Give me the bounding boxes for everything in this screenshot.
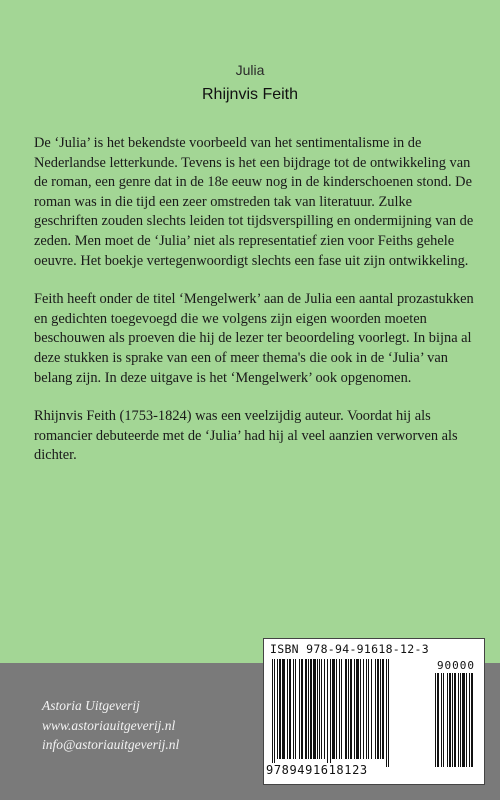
publisher-info bbox=[42, 696, 179, 755]
isbn-barcode bbox=[263, 638, 485, 785]
ean-number: 9789491618123 bbox=[266, 763, 368, 777]
barcode-bar bbox=[452, 673, 453, 767]
barcode-bar bbox=[441, 673, 442, 767]
barcode-bar bbox=[299, 659, 300, 759]
barcode-bar bbox=[282, 659, 285, 759]
barcode-bar bbox=[363, 659, 364, 759]
barcode-bar bbox=[350, 659, 352, 759]
barcode-bar bbox=[466, 673, 467, 767]
barcode-bar bbox=[454, 673, 456, 767]
barcode-bar bbox=[386, 659, 387, 767]
barcode-bar bbox=[356, 659, 359, 759]
ean-barcode-bars bbox=[272, 659, 428, 767]
barcode-bar bbox=[313, 659, 316, 759]
barcode-bar bbox=[301, 659, 303, 759]
barcode-bar bbox=[341, 659, 342, 759]
barcode-bar bbox=[305, 659, 307, 759]
barcode-bar bbox=[287, 659, 288, 759]
barcode-bar bbox=[319, 659, 320, 759]
barcode-bar bbox=[469, 673, 470, 767]
barcode-bar bbox=[447, 673, 448, 767]
barcode-bar bbox=[274, 659, 275, 767]
barcode-bar bbox=[277, 659, 278, 759]
barcode-bar bbox=[371, 659, 372, 759]
barcode-bar bbox=[324, 659, 325, 759]
barcode-bar bbox=[348, 659, 349, 759]
isbn-label: ISBN 978-94-91618-12-3 bbox=[270, 642, 429, 656]
barcode-bar bbox=[336, 659, 337, 759]
barcode-bar bbox=[310, 659, 312, 759]
barcode-bar bbox=[317, 659, 318, 759]
barcode-bar bbox=[471, 673, 473, 767]
barcode-bar bbox=[272, 659, 273, 767]
blurb-text bbox=[34, 134, 474, 485]
barcode-bar bbox=[443, 673, 444, 767]
addon-number: 90000 bbox=[436, 659, 476, 672]
barcode-bar bbox=[449, 673, 451, 767]
barcode-bar bbox=[293, 659, 294, 759]
blurb-paragraph: De ‘Julia’ is het bekendste voorbeeld van het sentimentalisme in de Nederlandse letterkunde. Tevens is het een bijdrage tot de ontwikkeling van de roman, een genre dat in de 18e eeuw nog in de kinderschoenen stond. De roman was in die tijd een zeer omstreden tak van literatuur. Zulke geschriften zouden slechts leiden tot tijdsverspilling en ondermijning van de zeden. Men moet de ‘Julia’ niet als representatief zien voor Feiths gehele oeuvre. Het boekje vertegenwoordigt slechts een fase uit zijn ontwikkeling. bbox=[34, 135, 474, 269]
barcode-bar bbox=[295, 659, 296, 759]
barcode-bar bbox=[437, 673, 439, 767]
book-author: Rhijnvis Feith bbox=[201, 86, 299, 103]
barcode-bar bbox=[308, 659, 309, 759]
barcode-bar bbox=[330, 659, 331, 767]
barcode-bar bbox=[345, 659, 347, 759]
blurb-paragraph: Feith heeft onder de titel ‘Mengelwerk’ aan de Julia een aantal prozastukken en gedichten toegevoegd die we volgens zijn eigen woorden moeten beschouwen als proeven die hij de lezer ter beoordeling voorlegt. In bijna al deze stukken is sprake van een of meer thema's die ook in de ‘Julia’ van belang zijn. In deze uitgave is het ‘Mengelwerk’ ook opgenomen. bbox=[34, 291, 474, 386]
book-title: Julia bbox=[235, 62, 265, 78]
barcode-bar bbox=[339, 659, 340, 759]
barcode-bar bbox=[360, 659, 361, 759]
barcode-bar bbox=[366, 659, 367, 759]
addon-barcode-bars bbox=[435, 673, 479, 767]
barcode-bar bbox=[375, 659, 376, 759]
barcode-bar bbox=[462, 673, 465, 767]
barcode-bar bbox=[332, 659, 335, 759]
barcode-bar bbox=[321, 659, 322, 759]
blurb-paragraph: Rhijnvis Feith (1753-1824) was een veelzijdig auteur. Voordat hij als romancier debuteerde met de ‘Julia’ had hij al veel aanzien verworven als dichter. bbox=[34, 408, 458, 464]
publisher-website: www.astoriauitgeverij.nl bbox=[42, 717, 176, 733]
barcode-bar bbox=[380, 659, 381, 759]
publisher-email: info@astoriauitgeverij.nl bbox=[42, 737, 180, 752]
barcode-bar bbox=[327, 659, 328, 767]
barcode-bar bbox=[279, 659, 281, 759]
barcode-bar bbox=[368, 659, 369, 759]
barcode-bar bbox=[435, 673, 436, 767]
barcode-bar bbox=[460, 673, 461, 767]
barcode-bar bbox=[458, 673, 459, 767]
barcode-bar bbox=[382, 659, 384, 759]
barcode-bar bbox=[354, 659, 355, 759]
barcode-bar bbox=[388, 659, 389, 767]
barcode-bar bbox=[289, 659, 291, 759]
barcode-bar bbox=[377, 659, 379, 759]
publisher-name: Astoria Uitgeverij bbox=[42, 698, 140, 713]
